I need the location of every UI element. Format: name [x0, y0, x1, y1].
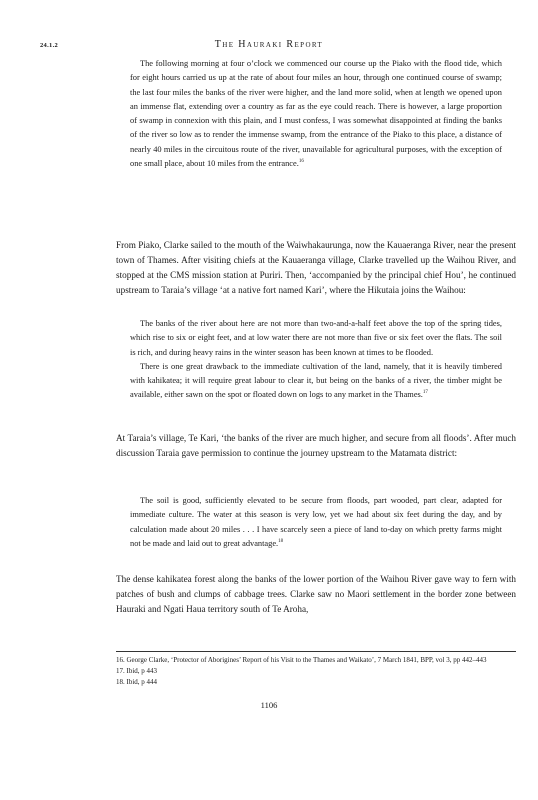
section-number: 24.1.2 [40, 42, 59, 49]
footnote-divider [116, 651, 516, 652]
quote-text: The soil is good, sufficiently elevated to be secure from floods, part wooded, part clear, adapted for immediate culture. The water at this season is very low, yet we had about six feet during the day, and by calculation made about 20 miles . . . I have scarcely seen a piece of land to-day on which pretty farms might not be made and laid out to great advantage. [130, 496, 502, 548]
body-paragraph-piako [116, 238, 516, 298]
quote-text: The banks of the river about here are not more than two-and-a-half feet above the top of the spring tides, which rise to six or eight feet, and at low water there are not more than five or six feet over the flats. The soil is rich, and during heavy rains in the winter season has been known at times to be flooded. [130, 319, 502, 357]
quote-paragraph [130, 360, 502, 403]
footnote-ref: 18 [278, 539, 284, 545]
quote-text: The following morning at four o’clock we commenced our course up the Piako with the flood tide, which for eight hours carried us up at the rate of about four miles an hour, through one continued course of swamp; the last four miles the banks of the river were higher, and the land more solid, when at length we opened upon an immense flat, extending over a country as far as the eye could reach. There is however, a large proportion of swamp in connexion with this plain, and I must confess, I was somewhat disappointed at finding the banks of the river so low as to render the immense swamp, from the entrance of the Piako to this place, a distance of nearly 40 miles in the circuitous route of the river, unavailable for agricultural purposes, with the exception of one small place, about 10 miles from the entrance. [130, 59, 502, 169]
block-quote-matamata [130, 494, 502, 551]
footnote: 18. Ibid, p 444 [116, 678, 158, 687]
footnote-ref: 17 [422, 390, 428, 396]
body-paragraph-kahikatea [116, 572, 516, 617]
paragraph-text: The dense kahikatea forest along the banks of the lower portion of the Waihou River gave way to fern with patches of bush and clumps of cabbage trees. Clarke saw no Maori settlement in the border zone between Hauraki and Ngati Haua territory south of Te Aroha, [116, 574, 516, 614]
body-paragraph-te-kari [116, 431, 516, 461]
footnote: 17. Ibid, p 443 [116, 667, 158, 676]
paragraph-text: From Piako, Clarke sailed to the mouth of the Waiwhakaurunga, now the Kauaeranga River, near the present town of Thames. After visiting chiefs at the Kauaeranga village, Clarke travelled up the Waihou River, and stopped at the CMS mission station at Puriri. Then, ‘accompanied by the principal chief Hou’, he continued upstream to Taraia’s village ‘at a native fort named Kari’, where the Hikutaia joins the Waihou: [116, 240, 516, 295]
footnote-ref: 16 [298, 159, 304, 165]
paragraph-text: At Taraia’s village, Te Kari, ‘the banks of the river are much higher, and secure from all floods’. After much discussion Taraia gave permission to continue the journey upstream to the Matamata district: [116, 433, 516, 458]
footnotes [116, 655, 516, 689]
block-quote-kari [130, 317, 502, 403]
block-quote-piako [130, 57, 502, 171]
quote-paragraph [130, 317, 502, 360]
quote-text: There is one great drawback to the immediate cultivation of the land, namely, that it is heavily timbered with kahikatea; it will require great labour to clear it, but being on the banks of a river, the timber might be available, either sawn on the spot or floated down on logs to any market in the Thames. [130, 361, 502, 400]
page-number: 1106 [260, 700, 278, 710]
running-title: The Hauraki Report [214, 39, 324, 50]
footnote: 16. George Clarke, ‘Protector of Aborigines’ Report of his Visit to the Thames and Waikato’, 7 March 1841, BPP, vol 3, pp 442–443 [116, 656, 487, 664]
